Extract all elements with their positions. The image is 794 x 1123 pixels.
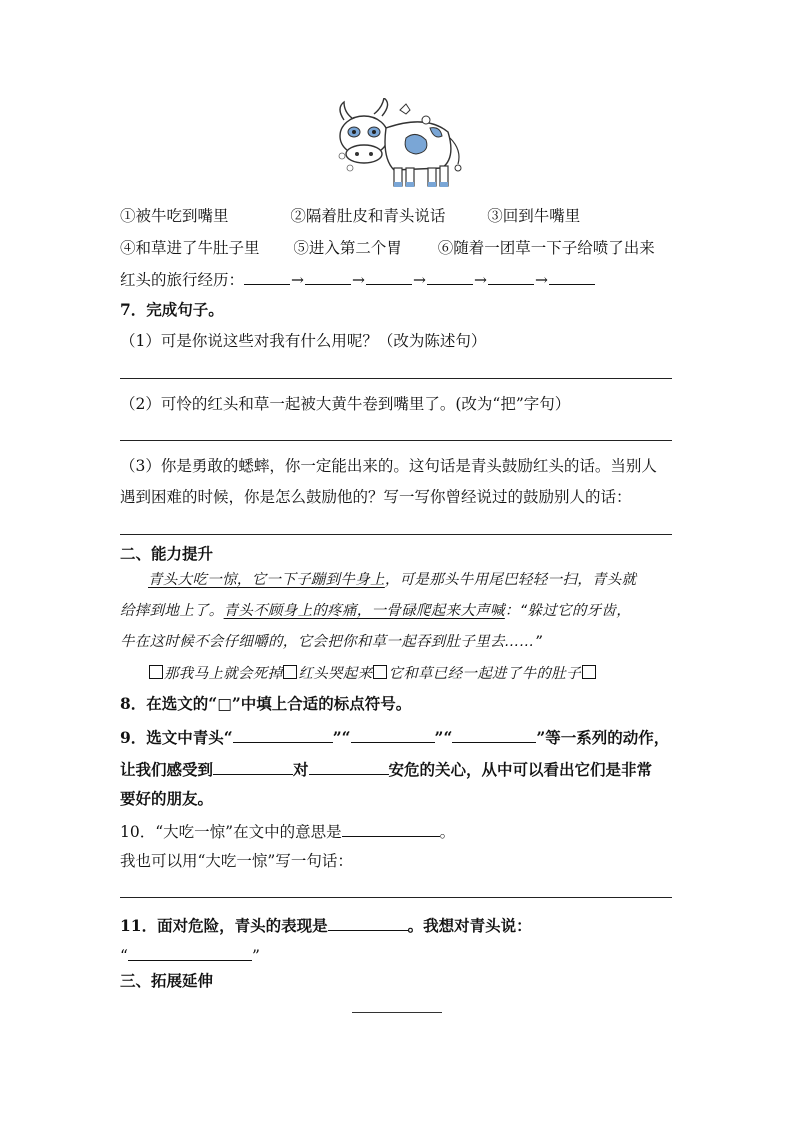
journey-blank-6[interactable]	[549, 268, 595, 285]
q11-blank-1[interactable]	[328, 914, 408, 931]
q9-text: ”等一系列的动作，	[536, 728, 670, 747]
section-3-title: 三、拓展延伸	[120, 971, 214, 990]
option-row-1	[120, 206, 580, 226]
arrow-icon: →	[352, 271, 366, 289]
punctuation-box[interactable]	[149, 665, 163, 679]
answer-line-q7-3[interactable]	[120, 534, 672, 535]
arrow-icon: →	[291, 271, 305, 289]
q7-sub3-line2: 遇到困难的时候，你是怎么鼓励他的？写一写你曾经说过的鼓励别人的话：	[120, 488, 632, 506]
footer-divider	[352, 1012, 442, 1013]
answer-line-q7-2[interactable]	[120, 440, 672, 441]
q9-blank-2[interactable]	[351, 726, 435, 743]
q11-blank-2[interactable]	[128, 944, 252, 961]
passage-line-1	[148, 570, 636, 590]
q9-line-3: 要好的朋友。	[120, 789, 214, 808]
arrow-icon: →	[535, 271, 549, 289]
q9-blank-3[interactable]	[452, 726, 536, 743]
q9-text: 9．选文中青头“	[120, 728, 233, 747]
journey-label: 红头的旅行经历：	[120, 271, 245, 289]
passage-text: ：“躲过它的牙齿，	[504, 603, 632, 619]
arrow-icon: →	[474, 271, 488, 289]
passage-text: 那我马上就会死掉	[164, 666, 283, 682]
punctuation-box[interactable]	[582, 665, 596, 679]
q9-text: 让我们感受到	[120, 760, 214, 779]
q11-line-2	[120, 944, 260, 966]
option-6: ⑥随着一团草一下子给喷了出来	[437, 239, 655, 257]
journey-blank-3[interactable]	[366, 268, 412, 285]
q9-text: 对	[293, 760, 309, 779]
passage-underline-2: 青头不顾身上的疼痛，一骨碌爬起来大声喊	[223, 603, 505, 619]
journey-row	[120, 268, 595, 290]
q10-line-2: 我也可以用“大吃一惊”写一句话：	[120, 852, 353, 870]
q8-text: 8．在选文的“□”中填上合适的标点符号。	[120, 694, 412, 713]
passage-text: 给摔到地上了。	[120, 603, 224, 619]
option-4: ④和草进了牛肚子里	[120, 239, 260, 257]
quote-mark: “	[341, 728, 351, 747]
passage-text: 红头哭起来	[298, 666, 373, 682]
journey-blank-5[interactable]	[488, 268, 534, 285]
cow-illustration-icon	[330, 98, 470, 194]
passage-text: ，可是那头牛用尾巴轻轻一扫，青头就	[384, 572, 637, 588]
q9-blank-1[interactable]	[233, 726, 333, 743]
q11-text: 。我想对青头说：	[407, 916, 532, 935]
punctuation-box[interactable]	[373, 665, 387, 679]
quote-mark: ”	[434, 728, 444, 747]
answer-line-q7-1[interactable]	[120, 378, 672, 379]
option-row-2	[120, 238, 655, 258]
q9-blank-4[interactable]	[213, 758, 293, 775]
punctuation-box[interactable]	[283, 665, 297, 679]
q10-text: 。	[439, 823, 456, 841]
journey-blank-1[interactable]	[244, 268, 290, 285]
passage-underline-1: 青头大吃一惊，它一下子蹦到牛身上	[148, 572, 385, 588]
q9-line-2	[120, 758, 652, 780]
arrow-icon: →	[413, 271, 427, 289]
quote-mark: ”	[332, 728, 342, 747]
answer-line-q10[interactable]	[120, 897, 672, 898]
option-2: ②隔着肚皮和青头说话	[290, 207, 446, 225]
option-1: ①被牛吃到嘴里	[120, 207, 229, 225]
passage-line-3: 牛在这时候不会仔细嚼的，它会把你和草一起吞到肚子里去……”	[120, 634, 543, 650]
journey-blank-4[interactable]	[427, 268, 473, 285]
option-3: ③回到牛嘴里	[487, 207, 581, 225]
q9-line-1	[120, 726, 669, 748]
q9-blank-5[interactable]	[309, 758, 389, 775]
q11-line-1	[120, 914, 532, 936]
section-2-title: 二、能力提升	[120, 544, 214, 563]
q7-sub1: （1）可是你说这些对我有什么用呢？（改为陈述句）	[120, 332, 487, 350]
quote-mark: ”	[251, 947, 260, 965]
passage-text: 它和草已经一起进了牛的肚子	[388, 666, 581, 682]
q10-text: 10．“大吃一惊”在文中的意思是	[120, 823, 342, 841]
journey-blank-2[interactable]	[305, 268, 351, 285]
q7-sub2: （2）可怜的红头和草一起被大黄牛卷到嘴里了。(改为“把”字句）	[120, 395, 571, 413]
option-5: ⑤进入第二个胃	[293, 239, 402, 257]
passage-line-4	[148, 664, 597, 684]
q10-line-1	[120, 820, 455, 842]
q10-blank[interactable]	[342, 820, 440, 837]
quote-mark: “	[443, 728, 453, 747]
q7-sub3-line1: （3）你是勇敢的蟋蟀，你一定能出来的。这句话是青头鼓励红头的话。当别人	[120, 457, 657, 475]
q11-text: 11．面对危险，青头的表现是	[120, 916, 328, 935]
q7-title: 7．完成句子。	[120, 300, 224, 319]
passage-line-2	[120, 601, 631, 621]
quote-mark: “	[120, 947, 128, 965]
q9-text: 安危的关心，从中可以看出它们是非常	[388, 760, 653, 779]
